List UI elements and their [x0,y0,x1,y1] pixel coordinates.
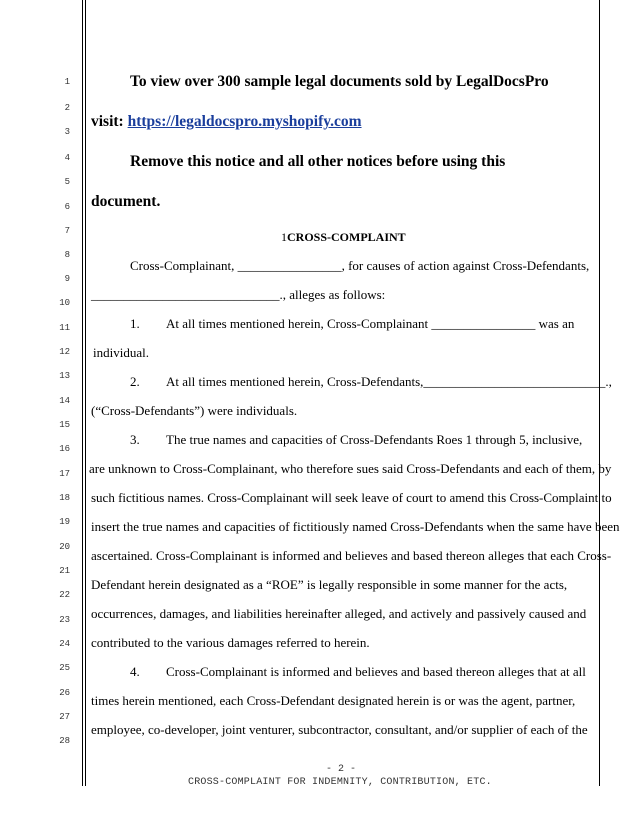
line-number: 10 [59,298,70,308]
notice-line-4: document. [91,193,161,210]
para-3-line-3: such fictitious names. Cross-Complainant will seek leave of court to amend this Cross-Complaint to [91,490,612,505]
para-1-number: 1. [130,316,140,331]
line-number: 16 [59,444,70,454]
legaldocspro-link[interactable]: https://legaldocspro.myshopify.com [127,113,362,130]
para-3-line-5: ascertained. Cross-Complainant is informed and believes and based thereon alleges that each Cross- [91,548,612,563]
para-3-line-2: are unknown to Cross-Complainant, who therefore sues said Cross-Defendants and each of them, by [89,461,612,476]
line-number: 7 [64,226,70,236]
line-number: 23 [59,615,70,625]
line-number: 2 [64,103,70,113]
line-number: 15 [59,420,70,430]
line-number: 17 [59,469,70,479]
line-number: 27 [59,712,70,722]
para-1-line-1: At all times mentioned herein, Cross-Complainant ________________ was an [166,316,575,331]
para-1-line-2: individual. [93,345,149,360]
para-4-line-1: Cross-Complainant is informed and believes and based thereon alleges that at all [166,664,586,679]
para-2-number: 2. [130,374,140,389]
footer-document-title: CROSS-COMPLAINT FOR INDEMNITY, CONTRIBUTION, ETC. [188,777,492,788]
line-number: 19 [59,517,70,527]
footer-page-number: - 2 - [326,764,357,775]
line-number: 20 [59,542,70,552]
line-number: 22 [59,590,70,600]
notice-line-1: To view over 300 sample legal documents sold by LegalDocsPro [130,73,549,90]
para-3-line-4: insert the true names and capacities of fictitiously named Cross-Defendants when the same have been [91,519,620,534]
line-number: 3 [64,127,70,137]
para-3-line-1: The true names and capacities of Cross-Defendants Roes 1 through 5, inclusive, [166,432,583,447]
para-4-number: 4. [130,664,140,679]
line-number: 12 [59,347,70,357]
line-number: 18 [59,493,70,503]
line-number: 28 [59,736,70,746]
line-number: 8 [64,250,70,260]
line-number: 4 [64,153,70,163]
line-number: 26 [59,688,70,698]
line-number: 25 [59,663,70,673]
para-3-line-6: Defendant herein designated as a “ROE” is legally responsible in some manner for the acts, [91,577,568,592]
notice-line-2 [91,113,362,131]
section-heading [281,229,406,245]
intro-line-2: _____________________________., alleges as follows: [91,287,386,302]
intro-line-1: Cross-Complainant, ________________, for causes of action against Cross-Defendants, [130,258,590,273]
margin-rule-left-outer [82,0,83,786]
line-number: 1 [64,77,70,87]
para-3-number: 3. [130,432,140,447]
line-number: 14 [59,396,70,406]
notice-line-3: Remove this notice and all other notices before using this [130,153,506,170]
para-3-line-7: occurrences, damages, and liabilities hereinafter alleged, and actively and passively caused and [91,606,587,621]
line-number: 5 [64,177,70,187]
margin-rule-right [599,0,600,786]
line-number: 11 [59,323,70,333]
heading-title: CROSS-COMPLAINT [287,230,406,244]
line-number: 6 [64,202,70,212]
para-2-line-1: At all times mentioned herein, Cross-Defendants,____________________________., [166,374,612,389]
line-number: 9 [64,274,70,284]
para-3-line-8: contributed to the various damages referred to herein. [91,635,370,650]
line-number: 13 [59,371,70,381]
margin-rule-left-inner [85,0,86,786]
heading-footnote-number: 1 [281,230,287,244]
line-number: 21 [59,566,70,576]
para-4-line-2: times herein mentioned, each Cross-Defendant designated herein is or was the agent, partner, [91,693,576,708]
para-2-line-2: (“Cross-Defendants”) were individuals. [91,403,298,418]
para-4-line-3: employee, co-developer, joint venturer, subcontractor, consultant, and/or supplier of each of the [91,722,588,737]
line-number: 24 [59,639,70,649]
notice-visit-label: visit: [91,113,128,130]
